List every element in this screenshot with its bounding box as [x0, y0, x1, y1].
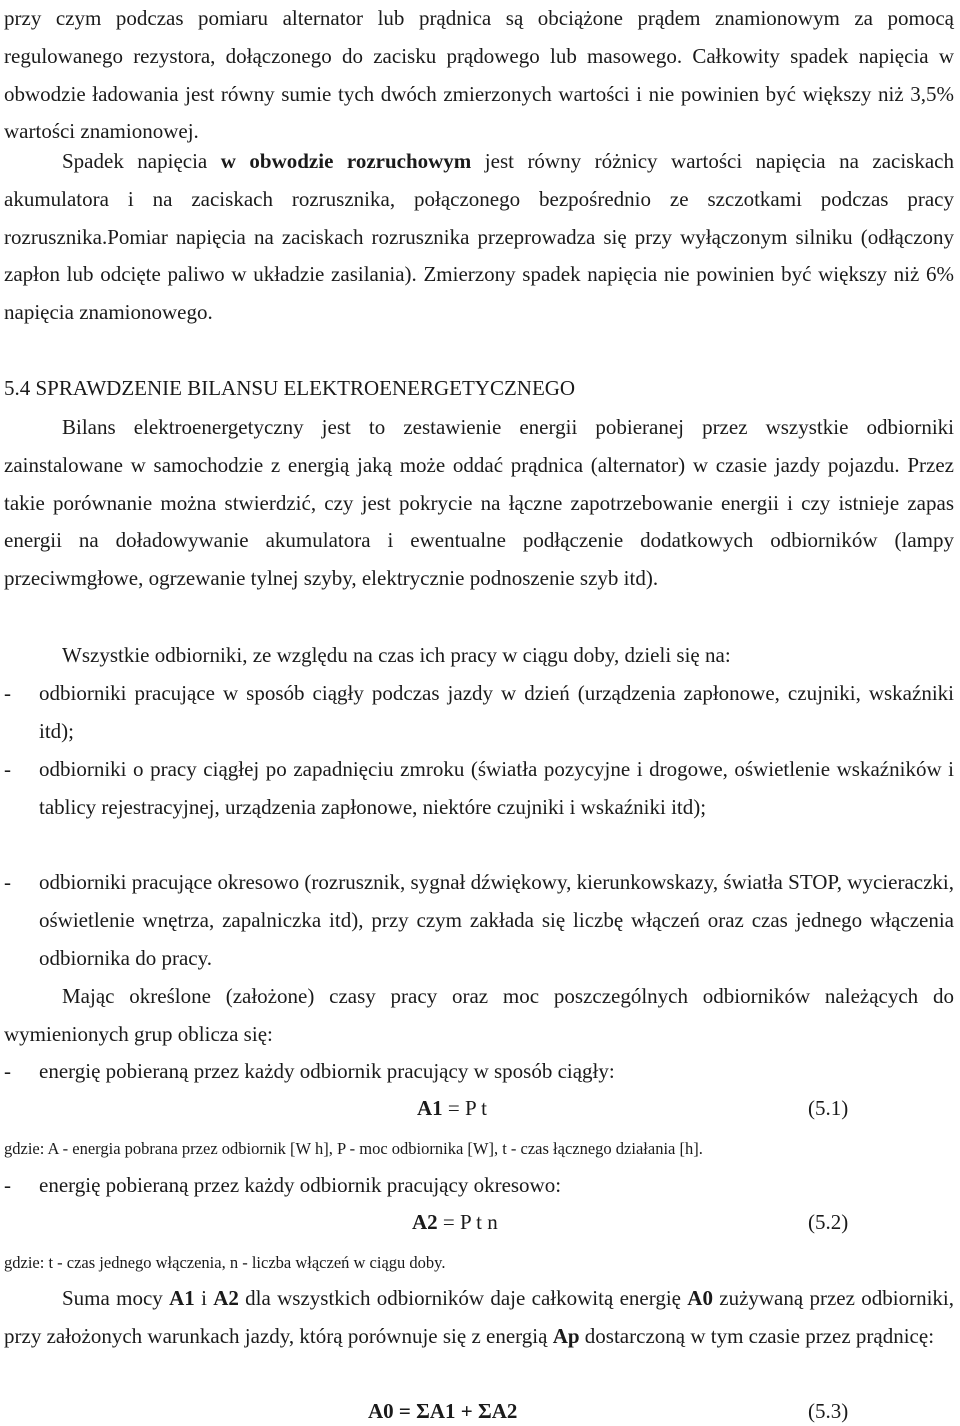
paragraph-text: Mając określone (założone) czasy pracy oraz moc poszczególnych odbiorników należących do wymienionych grup oblicza się:: [4, 984, 954, 1046]
paragraph-charging-circuit: [4, 0, 954, 151]
paragraph-calculation-intro: [4, 978, 954, 1054]
list-item-continuous: [4, 1053, 954, 1091]
equation-number: (5.2): [808, 1210, 849, 1234]
paragraph-receiver-groups: [4, 637, 954, 675]
paragraph-text-rest: jest równy różnicy wartości napięcia na zaciskach akumulatora i na zaciskach rozrusznika, połączonego bezpośrednio ze szczotkami podczas pracy rozrusznika.Pomiar napięcia na zaciskach rozrusznika przeprowadza się przy wyłączonym silniku (odłączony zapłon lub odcięte paliwo w układzie zasilania). Zmierzony spadek napięcia nie powinien być większy niż 6% napięcia znamionowego.: [4, 149, 954, 325]
text-run: zużywaną przez odbiorniki, przy założonych warunkach jazdy, którą porównuje się z energią: [4, 1286, 954, 1348]
equation-5-1: [417, 1093, 487, 1123]
paragraph-energy-balance: [4, 409, 954, 598]
paragraph-text-start: Spadek napięcia: [62, 149, 221, 173]
equation-number: (5.3): [808, 1399, 849, 1423]
symbol-ap: Ap: [552, 1323, 580, 1348]
list-dash: -: [4, 1059, 11, 1083]
list-item: [4, 864, 954, 977]
paragraph-text: przy czym podczas pomiaru alternator lub prądnica są obciążone prądem znamionowym za pomocą regulowanego rezystora, dołączonego do zacisku prądowego lub masowego. Całkowity spadek napięcia w obwodzie ładowania jest równy sumie tych dwóch zmierzonych wartości i nie powinien być większy niż 3,5% wartości znamionowej.: [4, 6, 954, 144]
list-dash: -: [4, 1173, 11, 1197]
paragraph-text: Bilans elektroenergetyczny jest to zestawienie energii pobieranej przez wszystkie odbiorniki zainstalowane w samochodzie z energią jaką może oddać prądnica (alternator) w czasie jazdy pojazdu. Przez takie porównanie można stwierdzić, czy jest pokrycie na łączne zapotrzebowanie energii i czy istnieje zapas energii na doładowywanie akumulatora i ewentualne podłączenie dodatkowych odbiorników (lampy przeciwmgłowe, ogrzewanie tylnej szyby, elektrycznie podnoszenie szyb itd).: [4, 415, 954, 591]
equation-note: gdzie: t - czas jednego włączenia, n - liczba włączeń w ciągu doby.: [4, 1253, 446, 1272]
list-item: [4, 675, 954, 751]
equation-rhs: = P t: [442, 1096, 487, 1120]
text-run: dla wszystkich odbiorników daje całkowitą energię: [238, 1286, 688, 1310]
paragraph-text: Wszystkie odbiorniki, ze względu na czas ich pracy w ciągu doby, dzieli się na:: [62, 643, 731, 667]
equation-number: (5.1): [808, 1096, 849, 1120]
list-item-text: odbiorniki pracujące okresowo (rozrusznik, sygnał dźwiękowy, kierunkowskazy, światła STOP, wycieraczki, oświetlenie wnętrza, zapalniczka itd), przy czym zakłada się liczbę włączeń oraz czas jednego włączenia odbiornika do pracy.: [39, 870, 954, 970]
list-item-text: energię pobieraną przez każdy odbiornik pracujący w sposób ciągły:: [39, 1059, 615, 1083]
list-item-text: odbiorniki pracujące w sposób ciągły podczas jazdy w dzień (urządzenia zapłonowe, czujniki, wskaźniki itd);: [39, 681, 954, 743]
list-dash: -: [4, 870, 11, 894]
text-run: i: [194, 1286, 214, 1310]
text-run: dostarczoną w tym czasie przez prądnicę:: [579, 1323, 935, 1348]
equation-note: gdzie: A - energia pobrana przez odbiornik [W h], P - moc odbiornika [W], t - czas łącznego działania [h].: [4, 1139, 703, 1158]
list-item: [4, 751, 954, 827]
list-item-periodic: [4, 1167, 954, 1205]
paragraph-total-energy: [4, 1280, 954, 1356]
symbol-a0: A0: [687, 1286, 713, 1310]
list-item-text: energię pobieraną przez każdy odbiornik pracujący okresowo:: [39, 1173, 562, 1197]
symbol-a1: A1: [169, 1286, 195, 1310]
equation-lhs: A2: [412, 1210, 438, 1234]
equation-5-3: A0 = ΣA1 + ΣA2: [368, 1399, 518, 1423]
emphasis-starting-circuit: w obwodzie rozruchowym: [220, 149, 472, 173]
section-heading: 5.4 SPRAWDZENIE BILANSU ELEKTROENERGETYCZNEGO: [4, 376, 576, 400]
equation-5-2: [412, 1207, 498, 1237]
list-dash: -: [4, 757, 11, 781]
equation-rhs: = P t n: [437, 1210, 498, 1234]
list-dash: -: [4, 681, 11, 705]
text-run: Suma mocy: [62, 1286, 170, 1310]
equation-lhs: A1: [417, 1096, 443, 1120]
list-item-text: odbiorniki o pracy ciągłej po zapadnięciu zmroku (światła pozycyjne i drogowe, oświetlenie wskaźników i tablicy rejestracyjnej, urządzenia zapłonowe, niektóre czujniki i wskaźniki itd);: [39, 757, 954, 819]
paragraph-starting-circuit: [4, 143, 954, 332]
symbol-a2: A2: [213, 1286, 239, 1310]
